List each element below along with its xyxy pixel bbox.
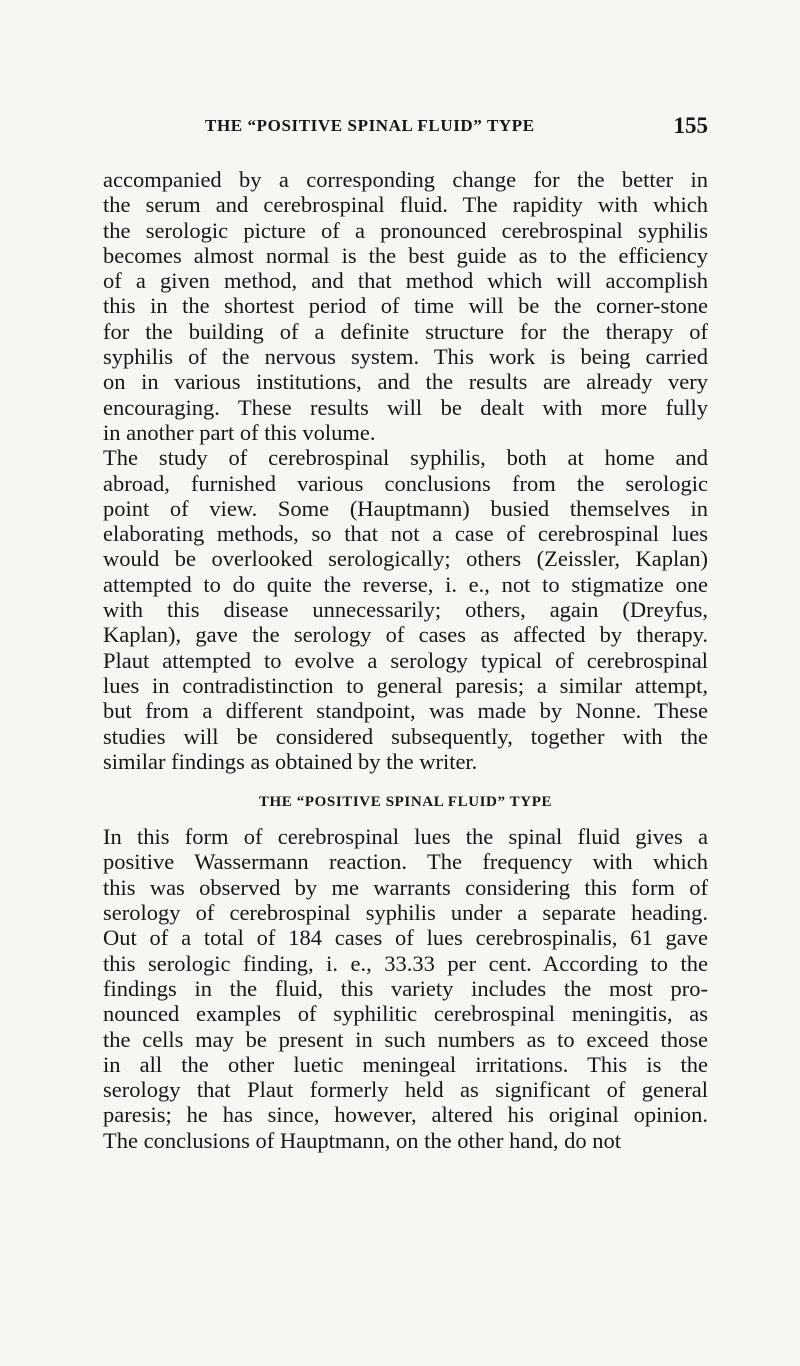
text-line: becomes almost normal is the best guide as to the efficiency [103,242,708,268]
text-line: this serologic finding, i. e., 33.33 per cent. According to the [103,950,708,976]
text-line: the serologic picture of a pronounced cerebrospinal syphilis [103,217,708,243]
text-line: studies will be considered subsequently, together with the [103,723,708,749]
running-head [103,113,708,144]
text-line: this in the shortest period of time will be the corner-stone [103,293,708,319]
text-line: point of view. Some (Hauptmann) busied themselves in [103,495,708,521]
paragraph-1 [103,167,708,445]
page-number: 155 [673,113,708,138]
text-line: for the building of a definite structure for the therapy of [103,318,708,344]
text-line: lues in contradistinction to general paresis; a similar attempt, [103,672,708,698]
text-line: accompanied by a corresponding change for the better in [103,167,708,192]
text-line: with this disease unnecessarily; others, again (Dreyfus, [103,597,708,623]
text-line: abroad, furnished various conclusions from the serologic [103,470,708,496]
text-line: encouraging. These results will be dealt with more fully [103,394,708,420]
text-line: similar findings as obtained by the writer. [103,748,478,774]
text-line: elaborating methods, so that not a case of cerebrospinal lues [103,521,708,547]
text-line: Plaut attempted to evolve a serology typical of cerebrospinal [103,647,708,673]
text-line: the cells may be present in such numbers as to exceed those [103,1026,708,1052]
text-line: this was observed by me warrants considering this form of [103,874,708,900]
text-line: in another part of this volume. [103,419,376,445]
text-line: paresis; he has since, however, altered his original opinion. [103,1102,708,1128]
text-line: serology that Plaut formerly held as significant of general [103,1077,708,1103]
text-line: in all the other luetic meningeal irritations. This is the [103,1051,708,1077]
text-line: positive Wassermann reaction. The frequency with which [103,849,708,875]
paragraph-3 [103,824,708,1153]
text-line: on in various institutions, and the results are already very [103,369,708,395]
running-title: THE “POSITIVE SPINAL FLUID” TYPE [205,116,535,135]
text-line: Kaplan), gave the serology of cases as affected by therapy. [103,622,708,648]
text-line: findings in the fluid, this variety includes the most pro- [103,975,708,1001]
text-line: The study of cerebrospinal syphilis, both at home and [103,445,708,471]
text-line: attempted to do quite the reverse, i. e., not to stigmatize one [103,571,708,597]
text-line: In this form of cerebrospinal lues the spinal fluid gives a [103,824,708,850]
text-line: syphilis of the nervous system. This work is being carried [103,344,708,370]
text-line: of a given method, and that method which will accomplish [103,268,708,294]
text-line: but from a different standpoint, was made by Nonne. These [103,698,708,724]
page-body [103,167,708,1153]
text-line: the serum and cerebrospinal fluid. The rapidity with which [103,192,708,218]
text-line: nounced examples of syphilitic cerebrospinal meningitis, as [103,1001,708,1027]
paragraph-2 [103,445,708,774]
text-line: would be overlooked serologically; others (Zeissler, Kaplan) [103,546,708,572]
section-heading: THE “POSITIVE SPINAL FLUID” TYPE [258,794,553,811]
text-line: Out of a total of 184 cases of lues cerebrospinalis, 61 gave [103,925,708,951]
text-line: The conclusions of Hauptmann, on the other hand, do not [103,1127,622,1153]
text-line: serology of cerebrospinal syphilis under a separate heading. [103,900,708,926]
